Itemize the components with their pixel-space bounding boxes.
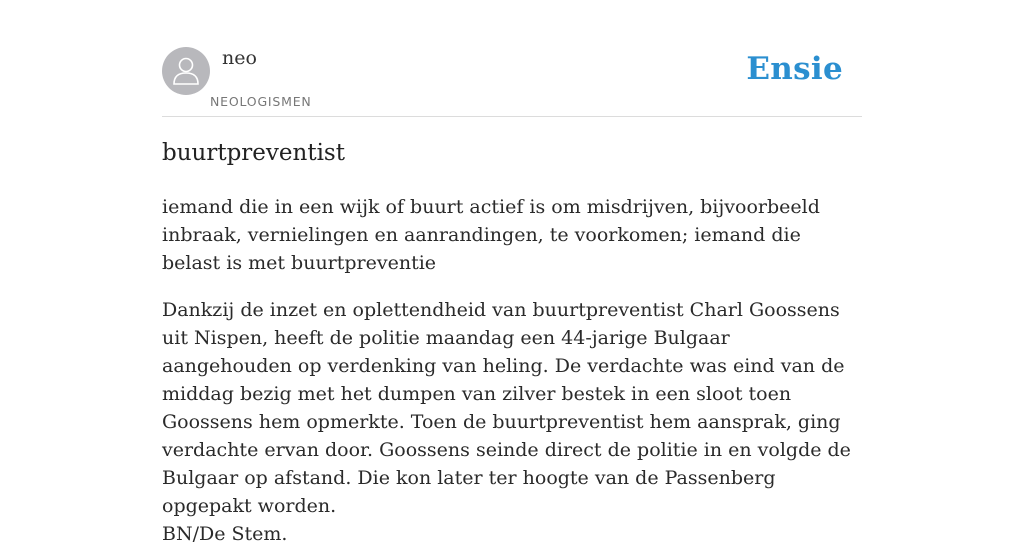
entry-word: buurtpreventist — [162, 140, 345, 166]
brand-logo[interactable]: Ensie — [746, 51, 843, 87]
entry-header — [162, 0, 862, 117]
username-link[interactable]: neo — [222, 47, 257, 69]
category-label: NEOLOGISMEN — [210, 94, 312, 109]
entry-example: Dankzij de inzet en oplettendheid van buurtpreventist Charl Goossens uit Nispen, heeft de politie maandag een 44-jarige Bulgaar aangehouden op verdenking van heling. De verdachte was eind van de middag bezig met het dumpen van zilver bestek in een sloot toen Goossens hem opmerkte. Toen de buurtpreventist hem aansprak, ging verdachte ervan door. Goossens seinde direct de politie in en volgde de Bulgaar op afstand. Die kon later ter hoogte van de Passenberg opgepakt worden. BN/De Stem. — [162, 299, 851, 545]
entry-card — [162, 0, 862, 545]
entry-definition: iemand die in een wijk of buurt actief is om misdrijven, bijvoorbeeld inbraak, vernielingen en aanrandingen, te voorkomen; iemand die belast is met buurtpreventie — [162, 196, 820, 274]
user-avatar-icon — [171, 55, 201, 87]
user-avatar[interactable] — [162, 47, 210, 95]
